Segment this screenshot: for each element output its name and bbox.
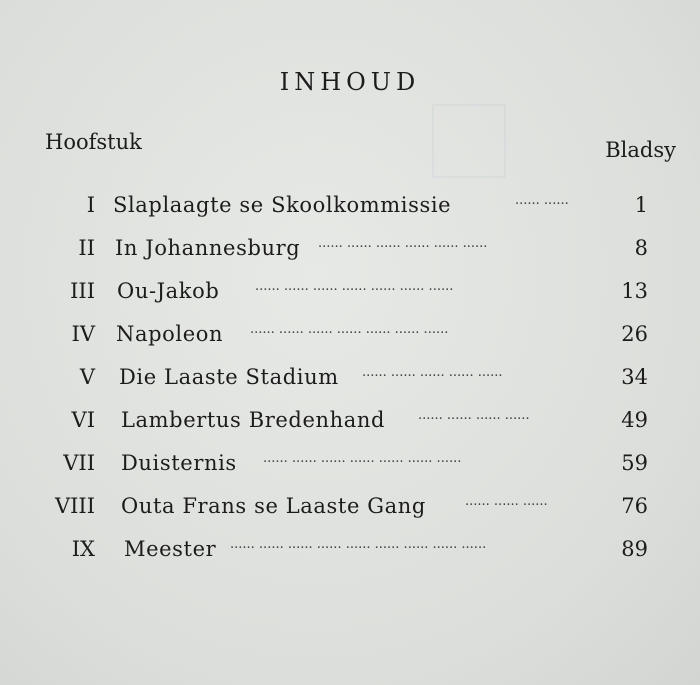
faded-stamp xyxy=(432,104,506,178)
chapter-title: Napoleon xyxy=(116,322,224,346)
dot-leader: ...... ...... ...... ...... ...... ...... ...... xyxy=(250,322,449,337)
chapter-title: Outa Frans se Laaste Gang xyxy=(121,494,426,518)
chapter-numeral: IV xyxy=(71,322,95,346)
chapter-numeral: VIII xyxy=(54,494,95,518)
toc-row xyxy=(0,230,700,273)
dot-leader: ...... ...... xyxy=(515,193,569,208)
chapter-numeral: V xyxy=(79,365,95,389)
chapter-title: Lambertus Bredenhand xyxy=(121,408,386,432)
page-column-header: Bladsy xyxy=(605,138,676,162)
toc-row xyxy=(0,187,700,230)
toc-row xyxy=(0,531,700,574)
chapter-numeral: III xyxy=(70,279,95,303)
chapter-title: Duisternis xyxy=(121,451,237,475)
page-number: 49 xyxy=(621,408,648,432)
toc-row xyxy=(0,273,700,316)
toc-row xyxy=(0,402,700,445)
page-number: 59 xyxy=(621,451,648,475)
dot-leader: ...... ...... ...... ...... ...... ...... xyxy=(318,236,488,251)
dot-leader: ...... ...... ...... ...... ...... xyxy=(362,365,503,380)
page-title: INHOUD xyxy=(279,68,421,96)
chapter-numeral: II xyxy=(78,236,95,260)
dot-leader: ...... ...... ...... xyxy=(465,494,548,509)
dot-leader: ...... ...... ...... ...... xyxy=(418,408,530,423)
toc-row xyxy=(0,359,700,402)
toc-row xyxy=(0,445,700,488)
chapter-title: Slaplaagte se Skoolkommissie xyxy=(113,193,452,217)
page-number: 26 xyxy=(621,322,648,346)
chapter-numeral: VI xyxy=(71,408,95,432)
chapter-numeral: IX xyxy=(71,537,95,561)
chapter-title: Die Laaste Stadium xyxy=(119,365,339,389)
page-number: 13 xyxy=(621,279,648,303)
chapter-column-header: Hoofstuk xyxy=(45,130,142,154)
dot-leader: ...... ...... ...... ...... ...... ...... ...... ...... ...... xyxy=(230,537,487,552)
toc-row xyxy=(0,488,700,531)
chapter-title: Ou-Jakob xyxy=(117,279,220,303)
dot-leader: ...... ...... ...... ...... ...... ...... ...... xyxy=(263,451,462,466)
chapter-numeral: I xyxy=(86,193,95,217)
page-number: 76 xyxy=(621,494,648,518)
toc-row xyxy=(0,316,700,359)
chapter-numeral: VII xyxy=(63,451,95,475)
page-number: 89 xyxy=(621,537,648,561)
table-of-contents xyxy=(0,187,700,574)
chapter-title: Meester xyxy=(124,537,217,561)
dot-leader: ...... ...... ...... ...... ...... ...... ...... xyxy=(255,279,454,294)
page-number: 34 xyxy=(621,365,648,389)
page-number: 8 xyxy=(634,236,648,260)
chapter-title: In Johannesburg xyxy=(115,236,301,260)
page-number: 1 xyxy=(634,193,648,217)
